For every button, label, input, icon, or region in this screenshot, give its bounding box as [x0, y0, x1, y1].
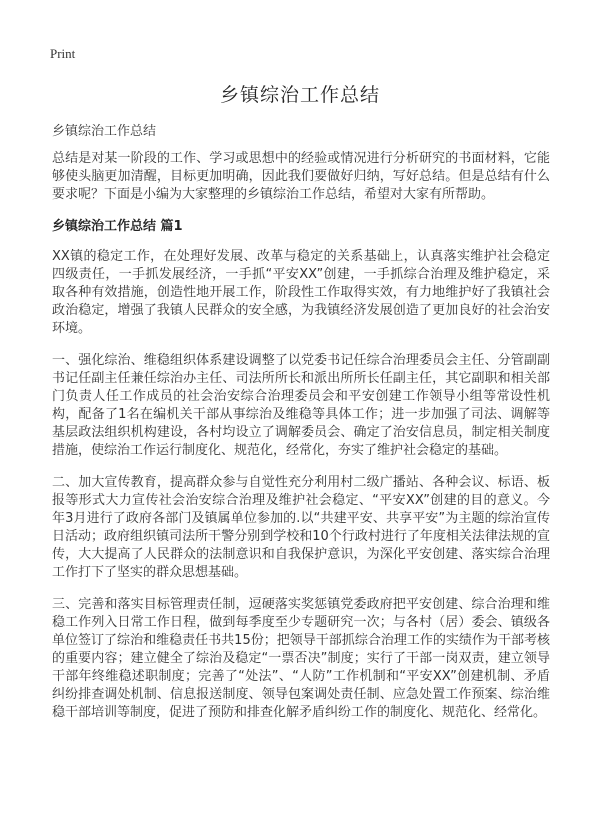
document-title: 乡镇综治工作总结	[219, 84, 380, 106]
section-heading: 乡镇综治工作总结 篇1	[52, 219, 183, 234]
body-paragraph: 一、强化综治、维稳组织体系建设调整了以党委书记任综合治理委员会主任、分管副副书记任副主任兼任综治办主任、司法所所长和派出所所长任副主任，其它副职和相关部门负责人任工作成员的社会治安综合治理委员会和平安创建工作领导小组等常设性机构，配备了1名在编机关干部从事综治及维稳等具体工作；进一步加强了司法、调解等基层政法组织机构建设，各村均设立了调解委员会、确定了治安信息员，制定相关制度措施，使综治工作运行制度化、规范化，经常化，夯实了维护社会稳定的基础。	[52, 353, 550, 458]
print-link[interactable]: Print	[50, 46, 76, 61]
body-paragraph: 二、加大宣传教育，提高群众参与自觉性充分利用村二级广播站、各种会议、标语、板报等形式大力宣传社会治安综合治理及维护社会稳定、“平安XX”创建的目的意义。今年3月进行了政府各部门及镇属单位参加的.以“共建平安、共享平安”为主题的综治宣传日活动；政府组织镇司法所干警分别到学校和10个行政村进行了年度相关法律法规的宣传，大大提高了人民群众的法制意识和自我保护意识，为深化平安创建、落实综合治理工作打下了坚实的群众思想基础。	[52, 475, 550, 580]
body-paragraph: XX镇的稳定工作，在处理好发展、改革与稳定的关系基础上，认真落实维护社会稳定四级责任，一手抓发展经济，一手抓“平安XX”创建，一手抓综合治理及维护稳定，采取各种有效措施，创造性地开展工作，阶段性工作取得实效，有力地维护好了我镇社会政治稳定，增强了我镇人民群众的安全感，为我镇经济发展创造了更加良好的社会治安环境。	[52, 249, 550, 336]
document-body	[52, 150, 550, 736]
intro-paragraph: 总结是对某一阶段的工作、学习或思想中的经验或情况进行分析研究的书面材料，它能够使头脑更加清醒，目标更加明确，因此我们要做好归纳，写好总结。但是总结有什么要求呢？下面是小编为大家整理的乡镇综治工作总结，希望对大家有所帮助。	[52, 151, 550, 202]
document-subtitle: 乡镇综治工作总结	[52, 124, 157, 139]
body-paragraph: 三、完善和落实目标管理责任制，逗硬落实奖惩镇党委政府把平安创建、综合治理和维稳工作列入日常工作日程，做到每季度至少专题研究一次；与各村（居）委会、镇级各单位签订了综治和维稳责任书共15份；把领导干部抓综合治理工作的实绩作为干部考核的重要内容；建立健全了综治及稳定“一票否决”制度；实行了干部一岗双责，建立领导干部年终维稳述职制度；完善了“处法”、“人防”工作机制和“平安XX”创建机制、矛盾纠纷排查调处机制、信息报送制度、领导包案调处责任制、应急处置工作预案、综治维稳干部培训等制度，促进了预防和排查化解矛盾纠纷工作的制度化、规范化、经常化。	[52, 597, 550, 720]
